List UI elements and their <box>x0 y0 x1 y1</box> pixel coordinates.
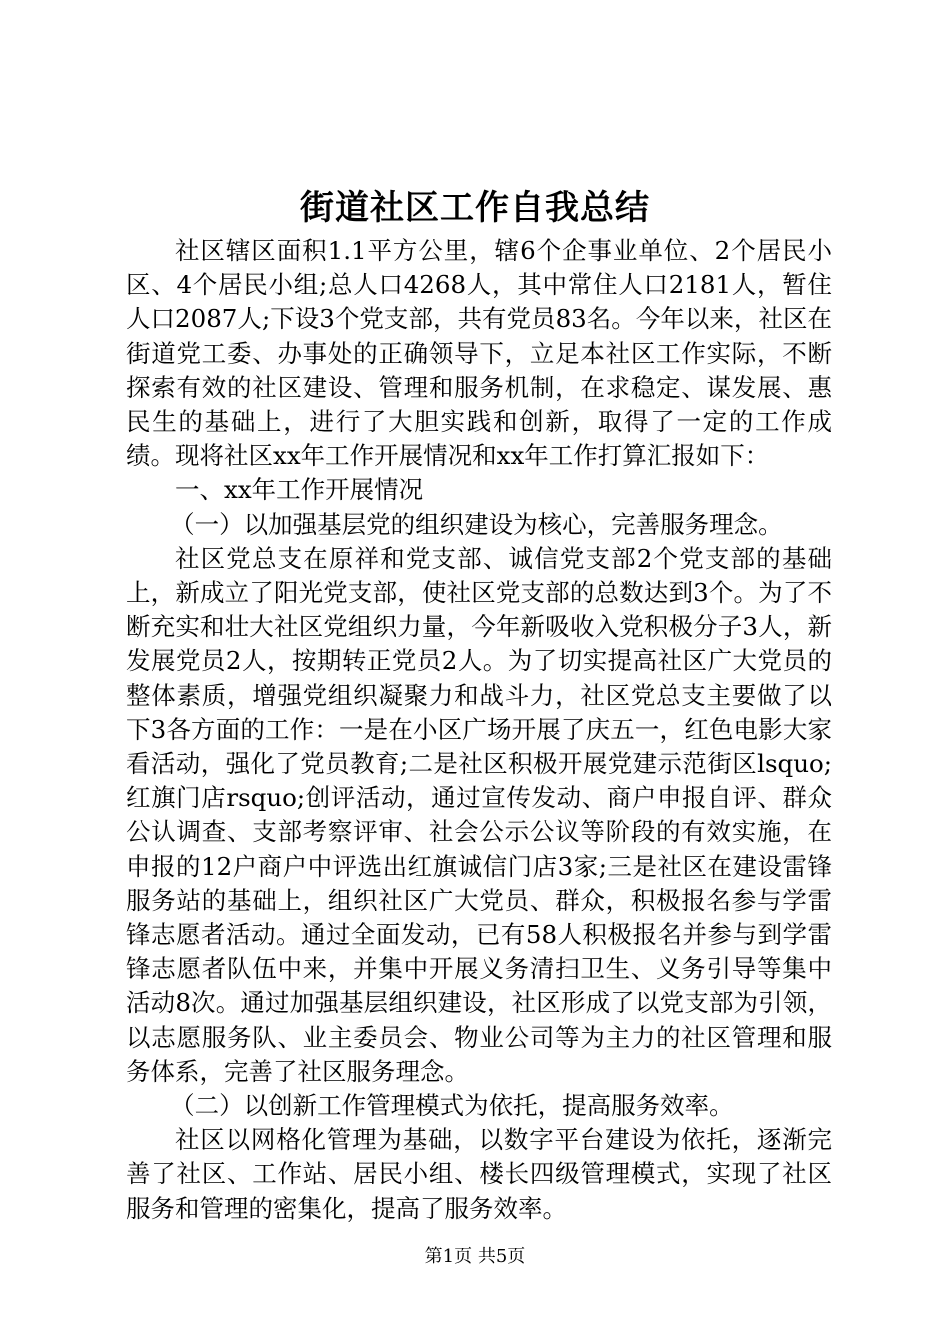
document-title: 街道社区工作自我总结 <box>300 188 650 228</box>
management-paragraph: 社区以网格化管理为基础，以数字平台建设为依托，逐渐完善了社区、工作站、居民小组、楼长四级管理模式，实现了社区服务和管理的密集化，提高了服务效率。 <box>126 1125 832 1223</box>
subsection-heading-1: （一）以加强基层党的组织建设为核心，完善服务理念。 <box>170 509 783 539</box>
section-heading: 一、xx年工作开展情况 <box>175 475 424 505</box>
intro-paragraph: 社区辖区面积1.1平方公里，辖6个企事业单位、2个居民小区、4个居民小组;总人口4268人，其中常住人口2181人，暂住人口2087人;下设3个党支部，共有党员83名。今年以来，社区在街道党工委、办事处的正确领导下，立足本社区工作实际，不断探索有效的社区建设、管理和服务机制，在求稳定、谋发展、惠民生的基础上，进行了大胆实践和创新，取得了一定的工作成绩。现将社区xx年工作开展情况和xx年工作打算汇报如下： <box>126 236 832 471</box>
party-building-paragraph: 社区党总支在原祥和党支部、诚信党支部2个党支部的基础上，新成立了阳光党支部，使社区党支部的总数达到3个。为了不断充实和壮大社区党组织力量，今年新吸收入党积极分子3人，新发展党员2人，按期转正党员2人。为了切实提高社区广大党员的整体素质，增强党组织凝聚力和战斗力，社区党总支主要做了以下3各方面的工作：一是在小区广场开展了庆五一，红色电影大家看活动，强化了党员教育;二是社区积极开展党建示范街区lsquo;红旗门店rsquo;创评活动，通过宣传发动、商户申报自评、群众公认调查、支部考察评审、社会公示公议等阶段的有效实施，在申报的12户商户中评选出红旗诚信门店3家;三是社区在建设雷锋服务站的基础上，组织社区广大党员、群众，积极报名参与学雷锋志愿者活动。通过全面发动，已有58人积极报名并参与到学雷锋志愿者队伍中来，并集中开展义务清扫卫生、义务引导等集中活动8次。通过加强基层组织建设，社区形成了以党支部为引领，以志愿服务队、业主委员会、物业公司等为主力的社区管理和服务体系，完善了社区服务理念。 <box>126 543 832 1086</box>
subsection-heading-2: （二）以创新工作管理模式为依托，提高服务效率。 <box>170 1091 734 1121</box>
page-footer: 第1页 共5页 <box>424 1246 526 1267</box>
document-body <box>126 234 832 1226</box>
